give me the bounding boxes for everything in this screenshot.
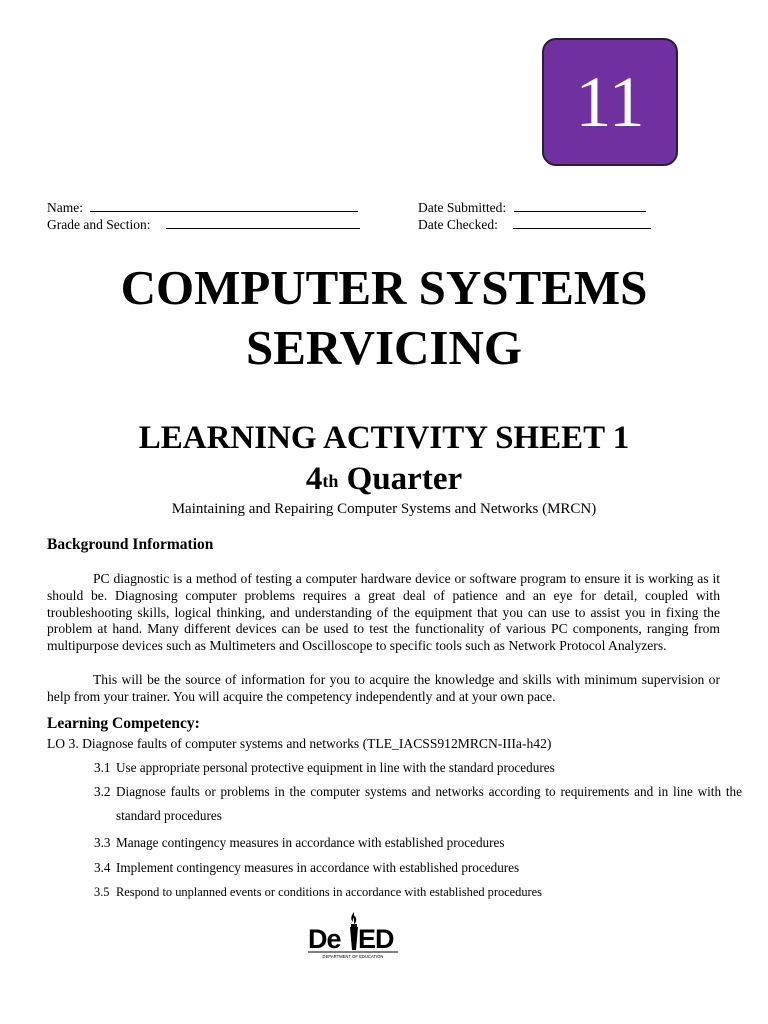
item-text: Implement contingency measures in accordance with established procedures: [116, 860, 520, 875]
quarter-word: Quarter: [346, 461, 463, 497]
svg-text:DEPARTMENT OF EDUCATION: DEPARTMENT OF EDUCATION: [322, 954, 384, 959]
quarter-number: 4: [305, 461, 323, 497]
date-checked-field: [418, 215, 651, 233]
item-number: 3.3: [94, 835, 111, 850]
item-text: Use appropriate personal protective equipment in line with the standard procedures: [116, 760, 555, 775]
competency-item-3-5: [94, 880, 742, 904]
background-heading: Background Information: [47, 536, 214, 553]
item-text: Manage contingency measures in accordance with established procedures: [116, 835, 505, 850]
item-number: 3.4: [94, 860, 111, 875]
grade-number: 11: [575, 62, 645, 142]
competency-item-3-4: [94, 856, 742, 880]
competency-item-3-2: [94, 780, 742, 828]
name-field: [47, 198, 358, 216]
item-number: 3.1: [94, 760, 111, 775]
date-submitted-blank[interactable]: [514, 198, 646, 212]
background-paragraph-2: This will be the source of information for you to acquire the knowledge and skills with minimum supervision or help from your trainer. You will acquire the competency independently and at your own pace.: [47, 672, 720, 704]
item-text: Respond to unplanned events or conditions in accordance with established procedures: [116, 885, 542, 899]
learning-outcome: LO 3. Diagnose faults of computer systems and networks (TLE_IACSS912MRCN-IIIa-h42): [47, 736, 552, 751]
activity-title: LEARNING ACTIVITY SHEET 1: [138, 420, 630, 456]
title-line-1: COMPUTER SYSTEMS: [120, 260, 648, 315]
item-number: 3.2: [94, 784, 111, 799]
competency-item-3-1: [94, 756, 742, 780]
name-label: Name:: [47, 200, 83, 215]
date-checked-blank[interactable]: [513, 215, 651, 229]
item-number: 3.5: [94, 885, 110, 899]
grade-badge: [542, 38, 678, 166]
competency-heading: Learning Competency:: [47, 715, 200, 732]
grade-section-blank[interactable]: [166, 215, 360, 229]
date-submitted-label: Date Submitted:: [418, 200, 507, 215]
svg-text:ED: ED: [358, 924, 394, 954]
quarter-title: [0, 459, 768, 499]
torch-icon: [351, 912, 356, 924]
quarter-suffix: th: [322, 471, 339, 491]
title-line-2: SERVICING: [245, 320, 522, 375]
page-title: [0, 258, 768, 378]
name-blank[interactable]: [90, 198, 358, 212]
competency-item-3-3: [94, 831, 742, 855]
background-paragraph-1: PC diagnostic is a method of testing a computer hardware device or software program to ensure it is working as it should be. Diagnosing computer problems requires a great deal of patience and an eye for detail, coupled with troubleshooting skills, logical thinking, and understanding of the equipment that you can use to assist you in fixing the problem at hand. Many different devices can be used to test the functionality of various PC components, ranging from multipurpose devices such as Multimeters and Oscilloscope to specific tools such as Network Protocol Analyzers.: [47, 571, 720, 654]
grade-section-field: [47, 215, 360, 233]
item-text: Diagnose faults or problems in the computer systems and networks according to requirements and in line with the standard procedures: [116, 784, 742, 823]
date-submitted-field: [418, 198, 646, 216]
svg-text:De: De: [308, 924, 341, 954]
grade-section-label: Grade and Section:: [47, 217, 151, 232]
deped-logo: [306, 910, 400, 960]
date-checked-label: Date Checked:: [418, 217, 498, 232]
activity-subtitle: Maintaining and Repairing Computer Systems and Networks (MRCN): [171, 501, 597, 517]
